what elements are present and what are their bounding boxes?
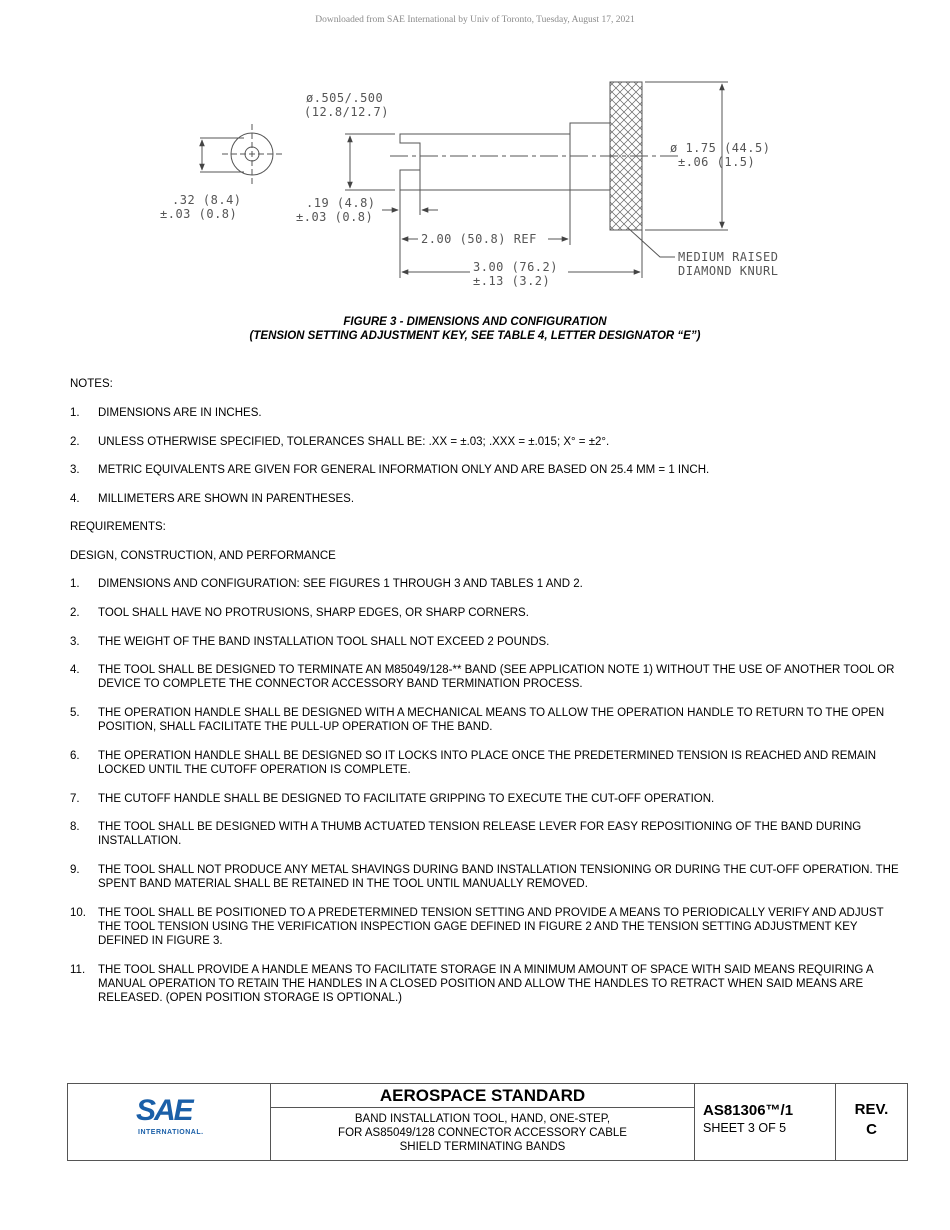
requirement-text: THE TOOL SHALL BE DESIGNED TO TERMINATE AN M85049/128-** BAND (SEE APPLICATION NOTE 1) WITHOUT THE USE OF ANOTHER TOOL OR DEVICE TO COMPLETE THE CONNECTOR ACCESSORY BAND TERMINATION PROCESS. bbox=[98, 664, 895, 690]
note-number: 1. bbox=[70, 407, 80, 419]
requirement-text: THE WEIGHT OF THE BAND INSTALLATION TOOL SHALL NOT EXCEED 2 POUNDS. bbox=[98, 636, 550, 648]
shaft-diameter-label: ø.505/.500 bbox=[306, 91, 384, 105]
requirement-item bbox=[70, 749, 900, 777]
overall-length-label: 3.00 (76.2) bbox=[473, 260, 558, 274]
figure-3-drawing bbox=[0, 60, 950, 290]
requirement-text: THE TOOL SHALL BE DESIGNED WITH A THUMB ACTUATED TENSION RELEASE LEVER FOR EASY REPOSITIONING OF THE BAND DURING INSTALLATION. bbox=[98, 821, 862, 847]
requirement-number: 1. bbox=[70, 578, 80, 590]
end-dim-tol-label: ±.03 (0.8) bbox=[160, 207, 238, 221]
shaft-outline bbox=[400, 134, 570, 190]
title-line-3: SHIELD TERMINATING BANDS bbox=[399, 1141, 566, 1153]
revision-value: C bbox=[866, 1121, 877, 1138]
note-number: 4. bbox=[70, 493, 80, 505]
requirement-item bbox=[70, 863, 900, 891]
note-number: 3. bbox=[70, 464, 80, 476]
knob-diameter-label: ø 1.75 (44.5) bbox=[670, 141, 771, 155]
sheet-number: SHEET 3 OF 5 bbox=[703, 1121, 787, 1135]
note-text: MILLIMETERS ARE SHOWN IN PARENTHESES. bbox=[98, 493, 355, 505]
sae-logo-cell bbox=[68, 1084, 271, 1160]
requirement-text: THE OPERATION HANDLE SHALL BE DESIGNED WITH A MECHANICAL MEANS TO ALLOW THE OPERATION HANDLE TO RETURN TO THE OPEN POSITION, SHALL FACILITATE THE PULL-UP OPERATION OF THE BAND. bbox=[98, 707, 885, 733]
note-item bbox=[70, 463, 900, 477]
requirement-item bbox=[70, 606, 900, 620]
note-text: DIMENSIONS ARE IN INCHES. bbox=[98, 407, 262, 419]
requirement-text: TOOL SHALL HAVE NO PROTRUSIONS, SHARP EDGES, OR SHARP CORNERS. bbox=[98, 607, 529, 619]
requirement-number: 8. bbox=[70, 821, 80, 833]
note-item bbox=[70, 435, 900, 449]
requirement-number: 10. bbox=[70, 907, 86, 919]
requirements-heading: REQUIREMENTS: bbox=[70, 521, 166, 533]
note-item bbox=[70, 492, 900, 506]
requirement-text: THE OPERATION HANDLE SHALL BE DESIGNED SO IT LOCKS INTO PLACE ONCE THE PREDETERMINED TENSION IS REACHED AND REMAIN LOCKED UNTIL THE CUTOFF OPERATION IS COMPLETE. bbox=[98, 750, 877, 776]
sae-logo: SAE bbox=[136, 1094, 192, 1127]
requirement-number: 9. bbox=[70, 864, 80, 876]
requirement-text: THE TOOL SHALL NOT PRODUCE ANY METAL SHAVINGS DURING BAND INSTALLATION TENSIONING OR DURING THE CUT-OFF OPERATION. THE SPENT BAND MATERIAL SHALL BE RETAINED IN THE TOOL UNTIL MANUALLY REMOVED. bbox=[98, 864, 899, 890]
requirement-item bbox=[70, 906, 900, 948]
requirement-number: 5. bbox=[70, 707, 80, 719]
requirement-text: THE TOOL SHALL BE POSITIONED TO A PREDETERMINED TENSION SETTING AND PROVIDE A MEANS TO PERIODICALLY VERIFY AND ADJUST THE TOOL TENSION USING THE VERIFICATION INSPECTION GAGE DEFINED IN FIGURE 2 AND THE TENSION SETTING ADJUSTMENT KEY DEFINED IN FIGURE 3. bbox=[98, 907, 884, 947]
knurl-note-line2: DIAMOND KNURL bbox=[678, 264, 779, 278]
notes-heading: NOTES: bbox=[70, 378, 113, 390]
requirement-text: DIMENSIONS AND CONFIGURATION: SEE FIGURES 1 THROUGH 3 AND TABLES 1 AND 2. bbox=[98, 578, 583, 590]
requirement-number: 4. bbox=[70, 664, 80, 676]
requirement-item bbox=[70, 663, 900, 691]
end-dim-label: .32 (8.4) bbox=[172, 193, 242, 207]
requirement-item bbox=[70, 635, 900, 649]
standard-heading: AEROSPACE STANDARD bbox=[271, 1084, 694, 1108]
requirement-number: 6. bbox=[70, 750, 80, 762]
requirement-number: 7. bbox=[70, 793, 80, 805]
requirement-item bbox=[70, 820, 900, 848]
requirement-number: 11. bbox=[70, 964, 86, 976]
document-number-cell bbox=[695, 1084, 836, 1160]
ref-length-label: 2.00 (50.8) REF bbox=[421, 232, 537, 246]
requirement-text: THE CUTOFF HANDLE SHALL BE DESIGNED TO FACILITATE GRIPPING TO EXECUTE THE CUT-OFF OPERATION. bbox=[98, 793, 715, 805]
revision-label: REV. bbox=[854, 1101, 889, 1118]
requirement-text: THE TOOL SHALL PROVIDE A HANDLE MEANS TO FACILITATE STORAGE IN A MINIMUM AMOUNT OF SPACE WITH SAID MEANS REQUIRING A MANUAL OPERATION TO RETAIN THE HANDLES IN A CLOSED POSITION AND ALLOW THE HANDLES TO RETRACT WHEN SAID MEANS ARE RELEASED. (OPEN POSITION STORAGE IS OPTIONAL.) bbox=[98, 964, 873, 1004]
document-title-cell bbox=[271, 1084, 695, 1160]
figure-caption-line1: FIGURE 3 - DIMENSIONS AND CONFIGURATION bbox=[343, 316, 607, 328]
requirement-item bbox=[70, 577, 900, 591]
knurled-knob bbox=[610, 82, 642, 230]
requirement-item bbox=[70, 963, 900, 1005]
figure-caption-line2: (TENSION SETTING ADJUSTMENT KEY, SEE TABLE 4, LETTER DESIGNATOR “E”) bbox=[249, 330, 701, 342]
requirement-number: 2. bbox=[70, 607, 80, 619]
title-block bbox=[67, 1083, 908, 1161]
download-notice: Downloaded from SAE International by Univ of Toronto, Tuesday, August 17, 2021 bbox=[315, 15, 635, 25]
requirement-item bbox=[70, 792, 900, 806]
overall-length-tol-label: ±.13 (3.2) bbox=[473, 274, 551, 288]
revision-cell bbox=[836, 1084, 907, 1160]
note-text: METRIC EQUIVALENTS ARE GIVEN FOR GENERAL INFORMATION ONLY AND ARE BASED ON 25.4 MM = 1 INCH. bbox=[98, 464, 710, 476]
note-text: UNLESS OTHERWISE SPECIFIED, TOLERANCES SHALL BE: .XX = ±.03; .XXX = ±.015; X° = ±2°. bbox=[98, 436, 610, 448]
slot-dim-label: .19 (4.8) bbox=[306, 196, 376, 210]
knob-diameter-tol-label: ±.06 (1.5) bbox=[678, 155, 756, 169]
title-line-2: FOR AS85049/128 CONNECTOR ACCESSORY CABLE bbox=[338, 1127, 627, 1139]
slot-dim-tol-label: ±.03 (0.8) bbox=[296, 210, 374, 224]
requirement-item bbox=[70, 706, 900, 734]
sae-logo-subtext: INTERNATIONAL. bbox=[138, 1129, 204, 1136]
document-number: AS81306™/1 bbox=[703, 1102, 794, 1119]
title-line-1: BAND INSTALLATION TOOL, HAND, ONE-STEP, bbox=[354, 1113, 611, 1125]
requirements-subheading: DESIGN, CONSTRUCTION, AND PERFORMANCE bbox=[70, 550, 336, 562]
knurl-note-line1: MEDIUM RAISED bbox=[678, 250, 779, 264]
requirement-number: 3. bbox=[70, 636, 80, 648]
note-item bbox=[70, 406, 900, 420]
note-number: 2. bbox=[70, 436, 80, 448]
shaft-diameter-mm-label: (12.8/12.7) bbox=[304, 105, 389, 119]
